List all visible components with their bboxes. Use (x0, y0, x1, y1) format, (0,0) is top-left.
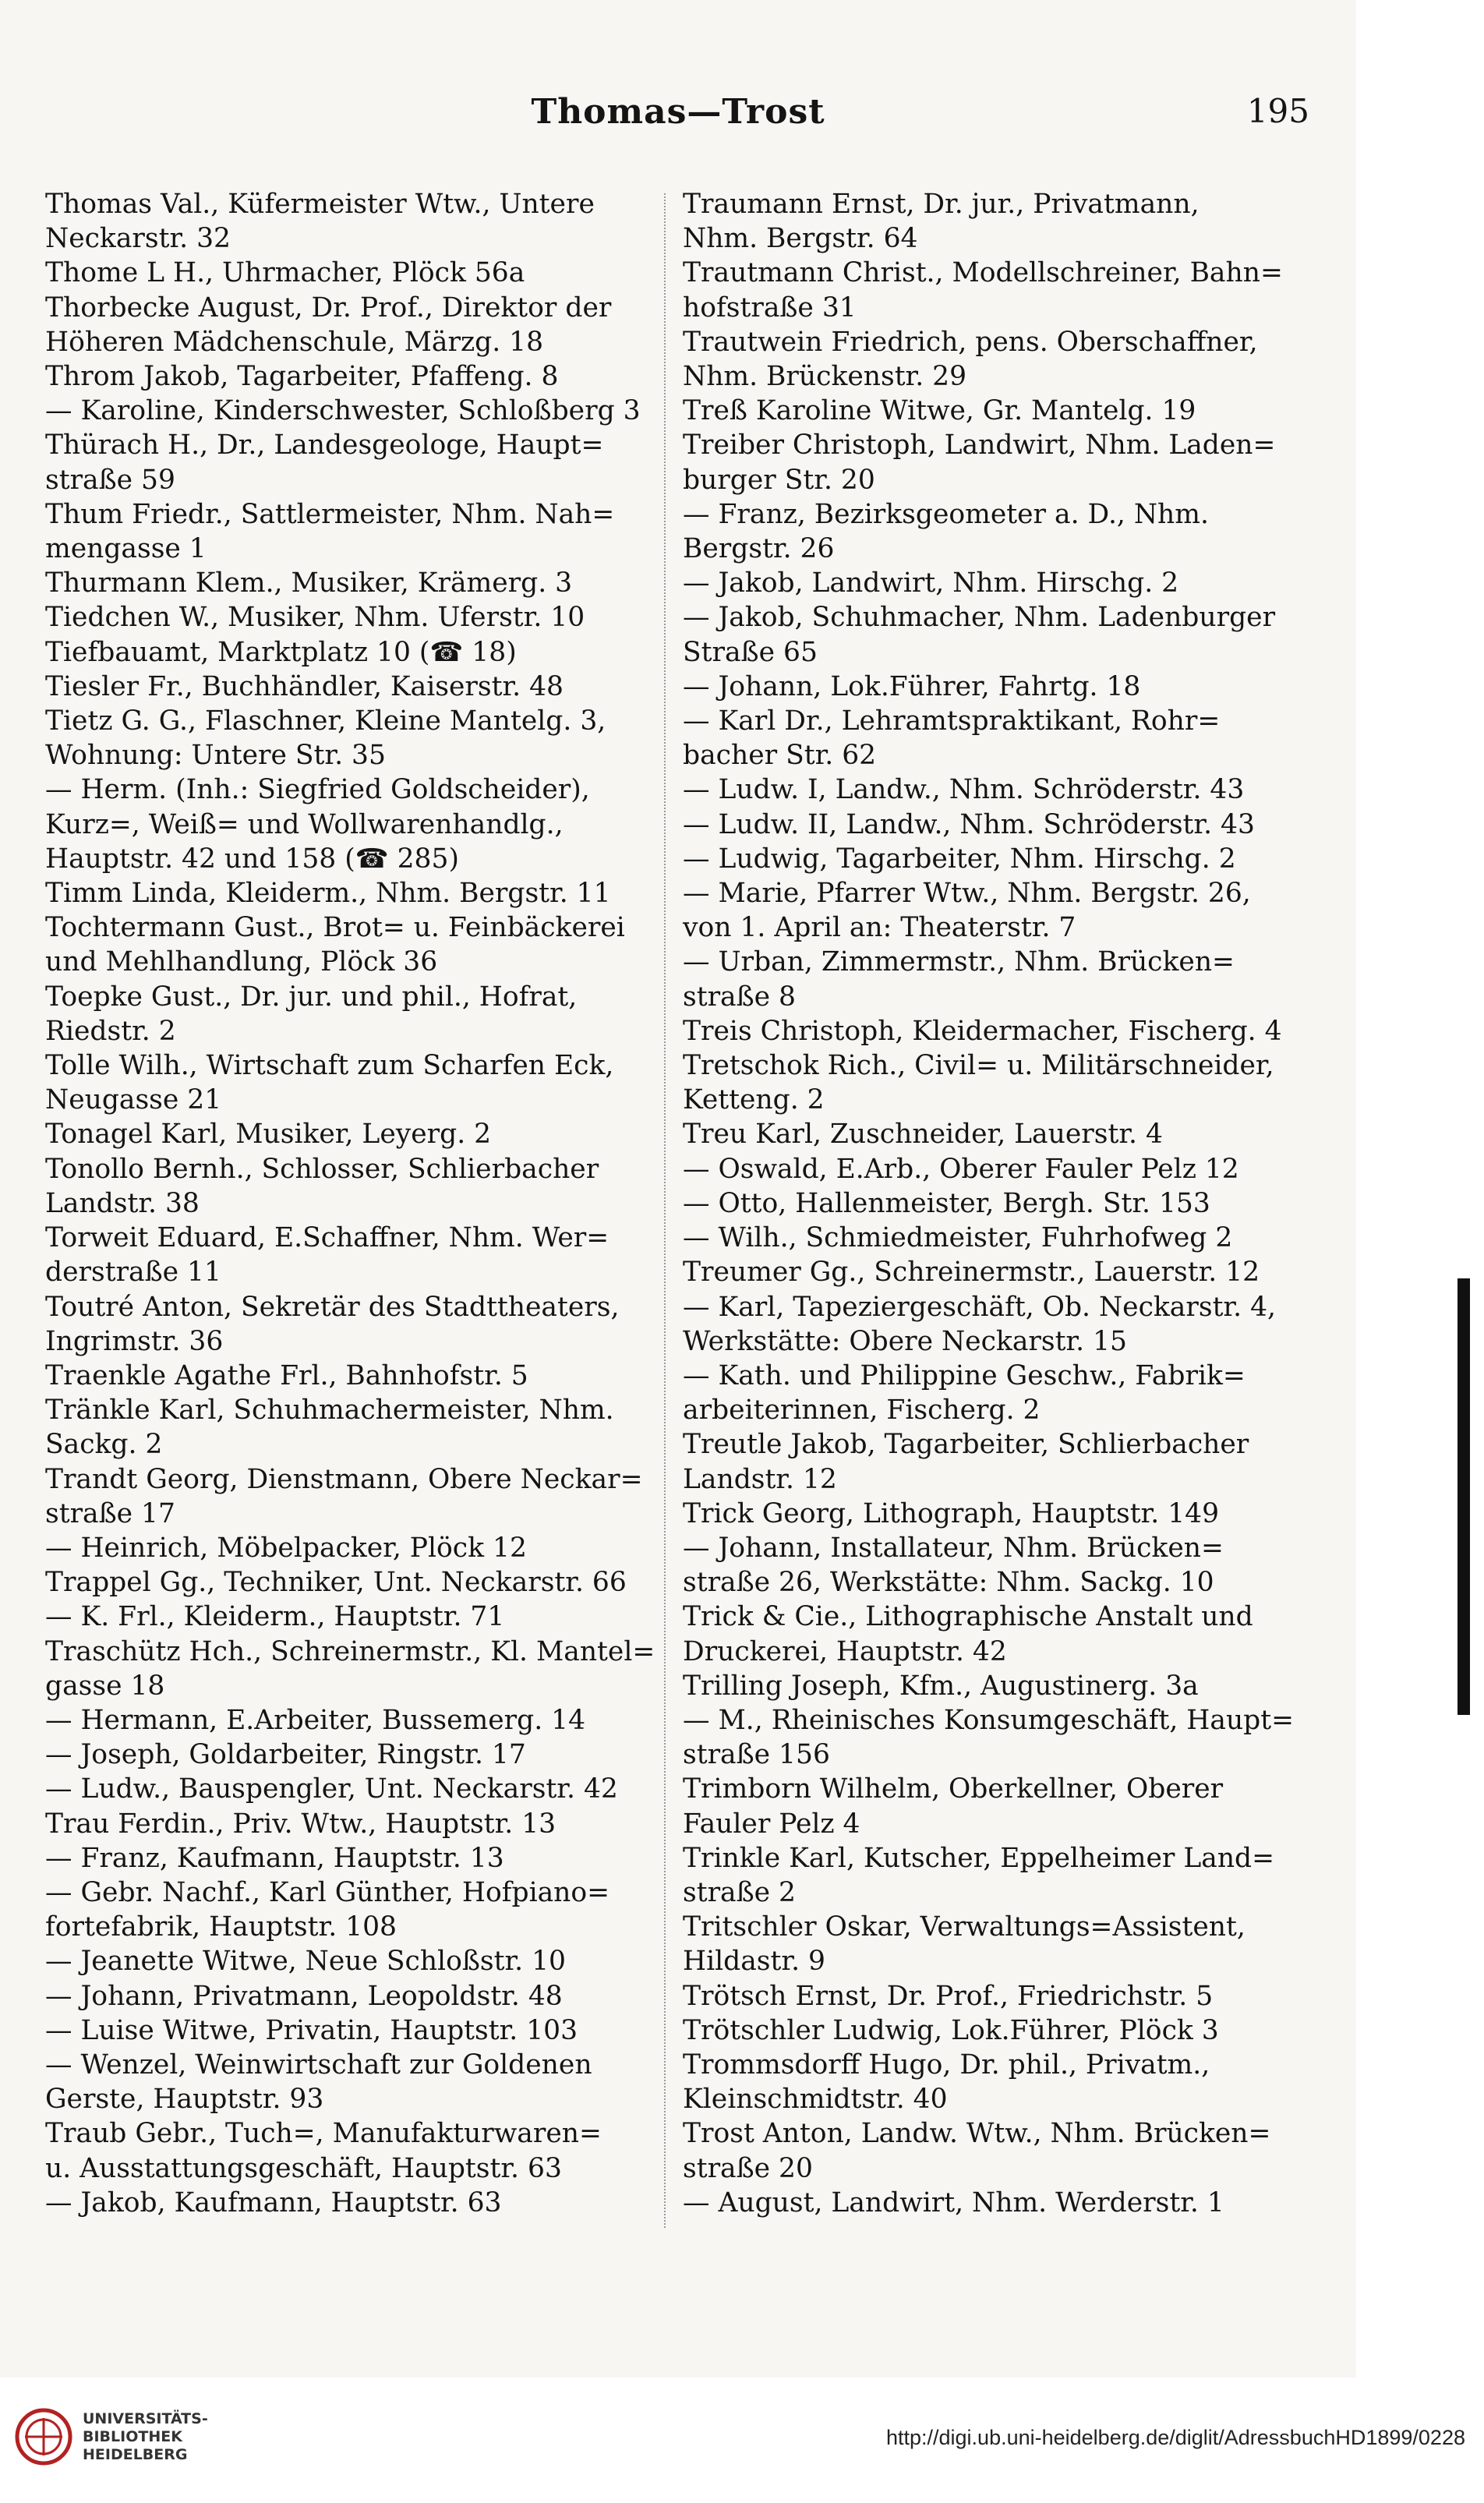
directory-line: derstraße 11 (45, 1257, 221, 1289)
directory-line: — Herm. (Inh.: Siegfried Goldscheider), (45, 774, 590, 806)
directory-line: Kleinschmidtstr. 40 (683, 2084, 948, 2116)
directory-line: hofstraße 31 (683, 292, 857, 323)
directory-line: — Wilh., Schmiedmeister, Fuhrhofweg 2 (683, 1222, 1233, 1254)
library-name-line: UNIVERSITÄTS- (83, 2410, 208, 2427)
directory-line: Treutle Jakob, Tagarbeiter, Schlierbacher (683, 1429, 1249, 1461)
scan-edge-mark (1458, 1278, 1470, 1715)
page-edge (1356, 0, 1484, 2377)
library-name-line: BIBLIOTHEK (83, 2428, 182, 2445)
directory-line: u. Ausstattungsgeschäft, Hauptstr. 63 (45, 2152, 562, 2184)
directory-line: Trick & Cie., Lithographische Anstalt und (683, 1601, 1253, 1633)
directory-line: straße 26, Werkstätte: Nhm. Sackg. 10 (683, 1567, 1214, 1599)
directory-line: Treis Christoph, Kleidermacher, Fischerg. 4 (683, 1015, 1282, 1047)
directory-line: fortefabrik, Hauptstr. 108 (45, 1911, 397, 1943)
directory-line: Tränkle Karl, Schuhmachermeister, Nhm. (45, 1395, 614, 1426)
directory-line: Treß Karoline Witwe, Gr. Mantelg. 19 (683, 395, 1196, 427)
directory-line: Trappel Gg., Techniker, Unt. Neckarstr. 66 (45, 1567, 627, 1599)
directory-line: straße 59 (45, 464, 175, 496)
directory-line: Thorbecke August, Dr. Prof., Direktor der (45, 292, 612, 323)
directory-line: und Mehlhandlung, Plöck 36 (45, 946, 438, 978)
directory-line: — K. Frl., Kleiderm., Hauptstr. 71 (45, 1601, 505, 1633)
directory-line: Thome L H., Uhrmacher, Plöck 56a (45, 257, 525, 289)
directory-line: — Jakob, Schuhmacher, Nhm. Ladenburger (683, 602, 1276, 634)
directory-line: Landstr. 12 (683, 1463, 837, 1495)
directory-line: von 1. April an: Theaterstr. 7 (683, 912, 1076, 944)
directory-line: Sackg. 2 (45, 1429, 163, 1461)
library-name-line: HEIDELBERG (83, 2446, 188, 2463)
directory-line: straße 156 (683, 1739, 830, 1771)
directory-line: mengasse 1 (45, 533, 207, 565)
directory-line: — Otto, Hallenmeister, Bergh. Str. 153 (683, 1187, 1210, 1219)
directory-line: Trinkle Karl, Kutscher, Eppelheimer Land= (683, 1842, 1275, 1874)
directory-line: Kurz=, Weiß= und Wollwarenhandlg., (45, 808, 564, 840)
directory-line: Trommsdorff Hugo, Dr. phil., Privatm., (683, 2049, 1210, 2081)
directory-line: Landstr. 38 (45, 1187, 200, 1219)
directory-line: Toepke Gust., Dr. jur. und phil., Hofrat, (45, 981, 578, 1013)
directory-line: Tonagel Karl, Musiker, Leyerg. 2 (45, 1119, 492, 1151)
directory-line: — Luise Witwe, Privatin, Hauptstr. 103 (45, 2014, 578, 2046)
directory-line: straße 20 (683, 2152, 813, 2184)
directory-line: Nhm. Bergstr. 64 (683, 223, 918, 255)
directory-line: straße 2 (683, 1876, 797, 1908)
directory-line: — August, Landwirt, Nhm. Werderstr. 1 (683, 2187, 1224, 2218)
directory-line: Druckerei, Hauptstr. 42 (683, 1635, 1007, 1667)
directory-line: straße 17 (45, 1497, 175, 1529)
directory-line: — Joseph, Goldarbeiter, Ringstr. 17 (45, 1739, 526, 1771)
directory-line: straße 8 (683, 981, 797, 1013)
directory-line: Hildastr. 9 (683, 1946, 825, 1978)
directory-line: Höheren Mädchenschule, Märzg. 18 (45, 326, 544, 358)
directory-line: — Karl Dr., Lehramtspraktikant, Rohr= (683, 705, 1221, 737)
directory-line: — Franz, Kaufmann, Hauptstr. 13 (45, 1842, 504, 1874)
running-head (0, 92, 1356, 139)
directory-line: arbeiterinnen, Fischerg. 2 (683, 1395, 1041, 1426)
directory-line: — Heinrich, Möbelpacker, Plöck 12 (45, 1532, 527, 1564)
directory-line: Ingrimstr. 36 (45, 1325, 224, 1357)
directory-line: Trimborn Wilhelm, Oberkellner, Oberer (683, 1773, 1224, 1805)
directory-line: Nhm. Brückenstr. 29 (683, 361, 967, 393)
directory-line: gasse 18 (45, 1670, 165, 1702)
directory-line: Gerste, Hauptstr. 93 (45, 2084, 324, 2116)
right-column (683, 187, 1298, 2220)
directory-line: — Jeanette Witwe, Neue Schloßstr. 10 (45, 1946, 566, 1978)
directory-line: Trilling Joseph, Kfm., Augustinerg. 3a (683, 1670, 1199, 1702)
directory-line: Fauler Pelz 4 (683, 1808, 860, 1840)
directory-line: Tretschok Rich., Civil= u. Militärschneider, (683, 1050, 1274, 1082)
directory-line: — Ludw., Bauspengler, Unt. Neckarstr. 42 (45, 1773, 618, 1805)
directory-line: — Johann, Installateur, Nhm. Brücken= (683, 1532, 1224, 1564)
directory-line: Tritschler Oskar, Verwaltungs=Assistent, (683, 1911, 1246, 1943)
directory-line: Thum Friedr., Sattlermeister, Nhm. Nah= (45, 498, 615, 530)
directory-line: Riedstr. 2 (45, 1015, 176, 1047)
directory-line: burger Str. 20 (683, 464, 875, 496)
directory-line: Traub Gebr., Tuch=, Manufakturwaren= (45, 2118, 602, 2150)
directory-line: — Ludw. II, Landw., Nhm. Schröderstr. 43 (683, 808, 1255, 840)
directory-line: Tiesler Fr., Buchhändler, Kaiserstr. 48 (45, 670, 564, 702)
directory-line: Treiber Christoph, Landwirt, Nhm. Laden= (683, 430, 1276, 461)
directory-line: Traschütz Hch., Schreinermstr., Kl. Mantel= (45, 1635, 655, 1667)
directory-line: Trautwein Friedrich, pens. Oberschaffner, (683, 326, 1258, 358)
directory-line: — Marie, Pfarrer Wtw., Nhm. Bergstr. 26, (683, 878, 1251, 910)
directory-line: Trötsch Ernst, Dr. Prof., Friedrichstr. 5 (683, 1980, 1214, 2012)
directory-line: Tietz G. G., Flaschner, Kleine Mantelg. 3, (45, 705, 606, 737)
directory-line: Toutré Anton, Sekretär des Stadttheaters, (45, 1291, 620, 1323)
directory-line: Trost Anton, Landw. Wtw., Nhm. Brücken= (683, 2118, 1271, 2150)
directory-line: — Jakob, Kaufmann, Hauptstr. 63 (45, 2187, 502, 2218)
directory-line: Tolle Wilh., Wirtschaft zum Scharfen Eck, (45, 1050, 614, 1082)
source-url-link[interactable]: http://digi.ub.uni-heidelberg.de/diglit/AdressbuchHD1899/0228 (885, 2426, 1465, 2449)
directory-line: — Urban, Zimmermstr., Nhm. Brücken= (683, 946, 1235, 978)
directory-line: Timm Linda, Kleiderm., Nhm. Bergstr. 11 (45, 878, 611, 910)
directory-line: Tochtermann Gust., Brot= u. Feinbäckerei (45, 912, 625, 944)
directory-line: — Franz, Bezirksgeometer a. D., Nhm. (683, 498, 1209, 530)
directory-line: — Wenzel, Weinwirtschaft zur Goldenen (45, 2049, 592, 2081)
directory-line: Neugasse 21 (45, 1084, 222, 1116)
directory-line: — Oswald, E.Arb., Oberer Fauler Pelz 12 (683, 1153, 1239, 1185)
library-name (83, 2410, 208, 2464)
directory-line: Thurmann Klem., Musiker, Krämerg. 3 (45, 567, 573, 599)
directory-line: Wohnung: Untere Str. 35 (45, 740, 386, 772)
directory-line: Traumann Ernst, Dr. jur., Privatmann, (683, 189, 1200, 220)
directory-line: — Hermann, E.Arbeiter, Bussemerg. 14 (45, 1704, 586, 1736)
directory-line: Thürach H., Dr., Landesgeologe, Haupt= (45, 430, 604, 461)
directory-line: Throm Jakob, Tagarbeiter, Pfaffeng. 8 (45, 361, 559, 393)
directory-line: Tonollo Bernh., Schlosser, Schlierbacher (45, 1153, 599, 1185)
directory-line: Straße 65 (683, 636, 818, 668)
directory-line: bacher Str. 62 (683, 740, 877, 772)
directory-line: Trau Ferdin., Priv. Wtw., Hauptstr. 13 (45, 1808, 556, 1840)
directory-line: Treumer Gg., Schreinermstr., Lauerstr. 12 (683, 1257, 1260, 1289)
directory-line: Ketteng. 2 (683, 1084, 825, 1116)
library-seal-icon (14, 2407, 73, 2466)
directory-line: Werkstätte: Obere Neckarstr. 15 (683, 1325, 1127, 1357)
directory-line: Torweit Eduard, E.Schaffner, Nhm. Wer= (45, 1222, 610, 1254)
left-column (45, 187, 661, 2220)
directory-line: Trandt Georg, Dienstmann, Obere Neckar= (45, 1463, 643, 1495)
directory-line: Treu Karl, Zuschneider, Lauerstr. 4 (683, 1119, 1163, 1151)
directory-line: — Ludw. I, Landw., Nhm. Schröderstr. 43 (683, 774, 1245, 806)
directory-line: — Karl, Tapeziergeschäft, Ob. Neckarstr. 4, (683, 1291, 1276, 1323)
directory-line: — Johann, Privatmann, Leopoldstr. 48 (45, 1980, 563, 2012)
directory-line: — Kath. und Philippine Geschw., Fabrik= (683, 1359, 1246, 1391)
directory-line: Tiefbauamt, Marktplatz 10 (☎ 18) (45, 636, 517, 668)
directory-line: — Ludwig, Tagarbeiter, Nhm. Hirschg. 2 (683, 843, 1236, 875)
directory-line: — Gebr. Nachf., Karl Günther, Hofpiano= (45, 1876, 610, 1908)
directory-line: Traenkle Agathe Frl., Bahnhofstr. 5 (45, 1359, 528, 1391)
directory-line: — M., Rheinisches Konsumgeschäft, Haupt= (683, 1704, 1295, 1736)
directory-line: Tiedchen W., Musiker, Nhm. Uferstr. 10 (45, 602, 585, 634)
directory-line: — Karoline, Kinderschwester, Schloßberg 3 (45, 395, 641, 427)
directory-line: — Johann, Lok.Führer, Fahrtg. 18 (683, 670, 1141, 702)
directory-line: Trötschler Ludwig, Lok.Führer, Plöck 3 (683, 2014, 1219, 2046)
column-divider (664, 193, 666, 2228)
page-title: Thomas—Trost (531, 92, 825, 132)
directory-line: Bergstr. 26 (683, 533, 835, 565)
directory-line: Thomas Val., Küfermeister Wtw., Untere (45, 189, 595, 220)
directory-line: Neckarstr. 32 (45, 223, 231, 255)
directory-line: — Jakob, Landwirt, Nhm. Hirschg. 2 (683, 567, 1179, 599)
directory-line: Hauptstr. 42 und 158 (☎ 285) (45, 843, 459, 875)
page-number: 195 (1246, 92, 1309, 130)
directory-line: Trautmann Christ., Modellschreiner, Bahn= (683, 257, 1283, 289)
directory-line: Trick Georg, Lithograph, Hauptstr. 149 (683, 1497, 1220, 1529)
